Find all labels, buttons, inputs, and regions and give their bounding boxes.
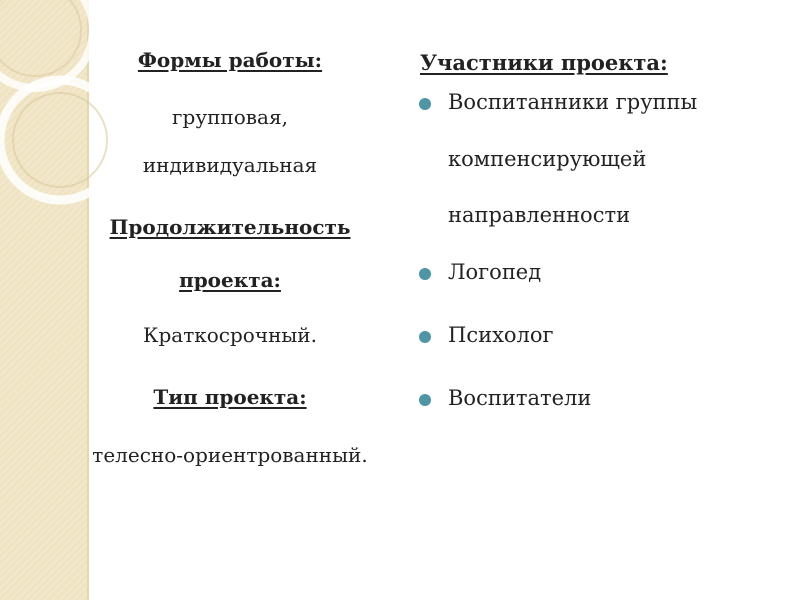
participant-children-line2: компенсирующей bbox=[448, 147, 647, 171]
bullet-dot bbox=[419, 331, 431, 343]
forms-value-line1: групповая, bbox=[172, 105, 288, 129]
participants-title: Участники проекта: bbox=[420, 50, 668, 75]
bullet-dot bbox=[419, 394, 431, 406]
type-value: телесно-ориентрованный. bbox=[92, 443, 368, 467]
participant-children-line1: Воспитанники группы bbox=[448, 90, 698, 114]
participant-children-line3: направленности bbox=[448, 203, 631, 227]
participant-educators: Воспитатели bbox=[448, 386, 592, 410]
bullet-dot bbox=[419, 98, 431, 110]
duration-heading-line2: проекта: bbox=[179, 268, 281, 292]
participant-speech-therapist: Логопед bbox=[448, 260, 542, 284]
participant-psychologist: Психолог bbox=[448, 323, 554, 347]
forms-heading: Формы работы: bbox=[137, 48, 323, 72]
bullet-dot bbox=[419, 268, 431, 280]
type-heading: Тип проекта: bbox=[153, 385, 307, 409]
duration-heading-line1: Продолжительность bbox=[109, 215, 351, 239]
duration-value: Краткосрочный. bbox=[142, 323, 317, 347]
forms-value-line2: индивидуальная bbox=[142, 153, 318, 177]
